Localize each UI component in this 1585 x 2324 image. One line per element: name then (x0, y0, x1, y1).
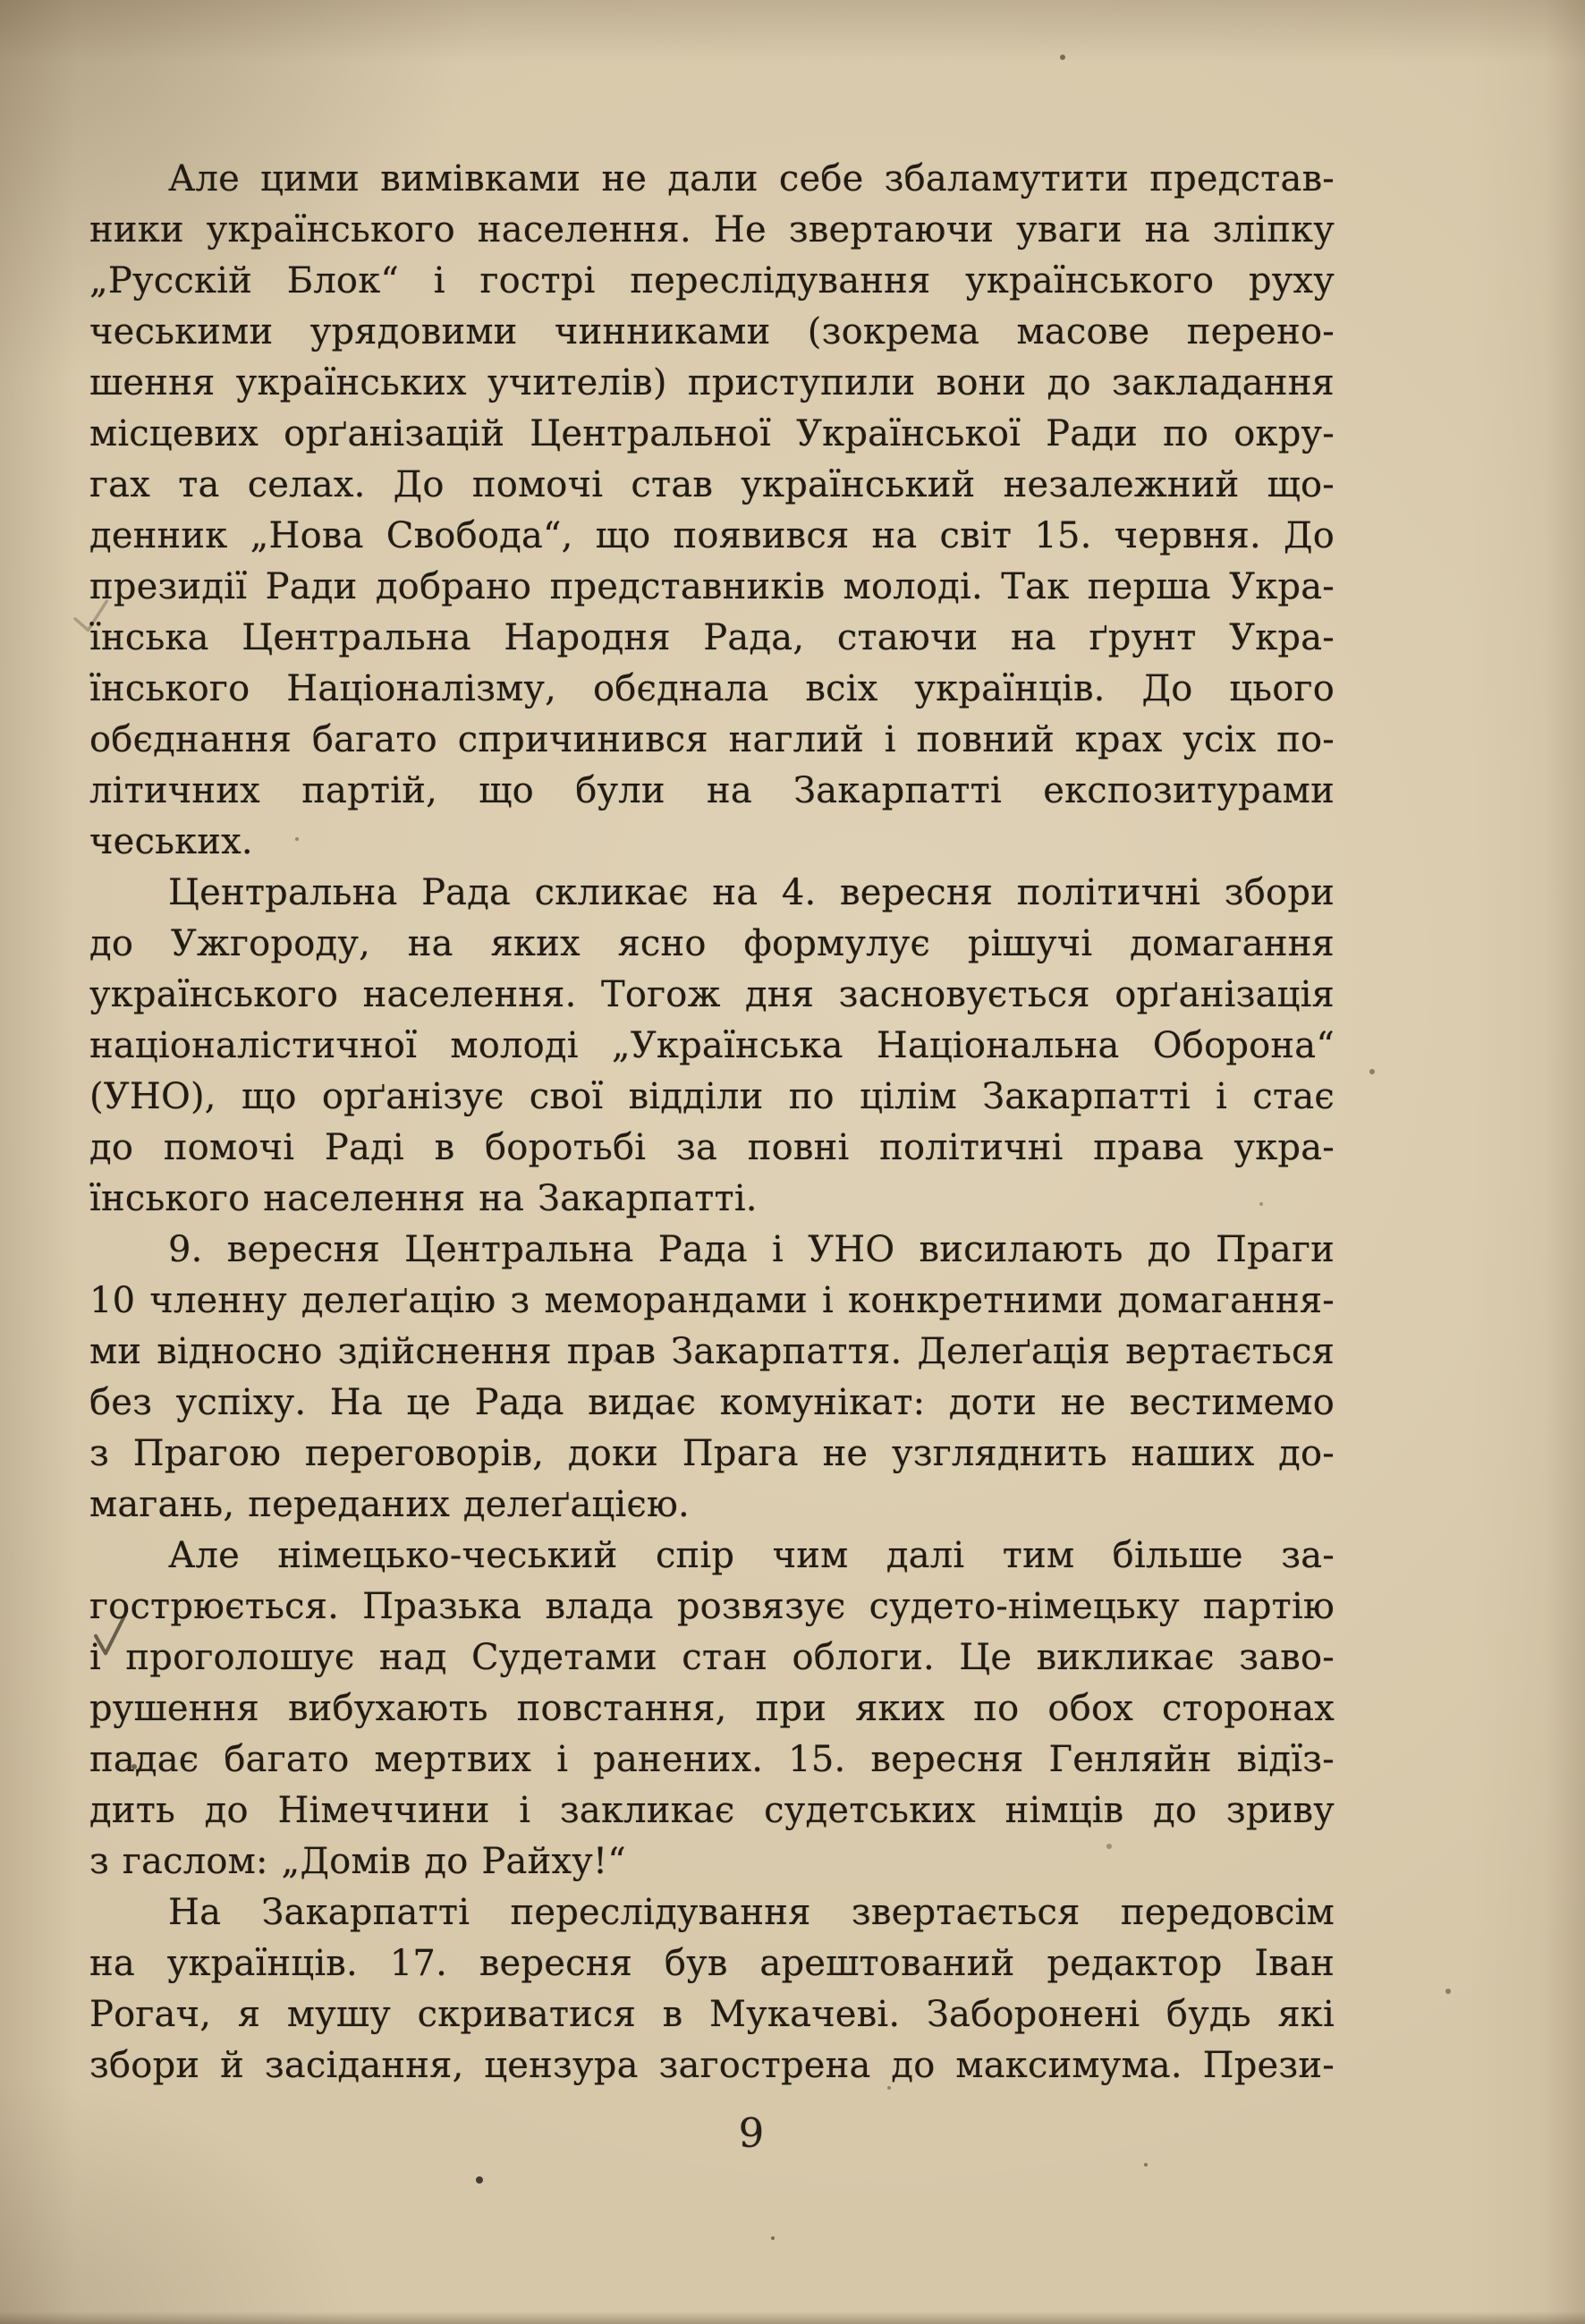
text-line: 9. вересня Центральна Рада і УНО висилають до Праги (168, 1229, 1335, 1270)
text-line: шення українських учителів) приступили вони до закладання (89, 362, 1335, 403)
text-line: літичних партій, що були на Закарпатті експозитурами (89, 770, 1335, 811)
text-line: „Русскій Блок“ і гострі переслідування українського руху (89, 260, 1335, 301)
text-line: гострюється. Празька влада розвязує судето-німецьку партію (89, 1586, 1335, 1627)
text-line: з Прагою переговорів, доки Прага не узгляднить наших до- (89, 1433, 1335, 1474)
text-line: денник „Нова Свобода“, що появився на світ 15. червня. До (89, 515, 1335, 556)
paper-specks (0, 0, 4, 4)
text-line: магань, переданих делеґацією. (89, 1484, 690, 1525)
text-line: до помочі Раді в боротьбі за повні політичні права укра- (89, 1127, 1335, 1168)
text-line: чеськими урядовими чинниками (зокрема масове перено- (89, 311, 1335, 352)
text-line: ми відносно здійснення прав Закарпаття. Делеґація вертається (89, 1331, 1335, 1372)
text-line: На Закарпатті переслідування звертається передовсім (168, 1892, 1335, 1933)
text-line: на українців. 17. вересня був арештований редактор Іван (89, 1943, 1335, 1984)
text-line: з гаслом: „Домів до Райху!“ (89, 1841, 626, 1882)
text-line: націоналістичної молоді „Українська Національна Оборона“ (89, 1025, 1335, 1066)
text-line: президії Ради добрано представників молоді. Так перша Укра- (89, 566, 1335, 607)
text-line: Рогач, я мушу скриватися в Мукачеві. Заборонені будь які (89, 1994, 1335, 2035)
text-line: їнська Центральна Народня Рада, стаючи на ґрунт Укра- (89, 617, 1335, 658)
text-line: їнського населення на Закарпатті. (89, 1178, 758, 1219)
text-line: збори й засідання, цензура загострена до максимума. Прези- (89, 2045, 1335, 2086)
text-line: їнського Націоналізму, обєднала всіх українців. До цього (89, 668, 1335, 709)
body-text (89, 154, 1335, 2091)
text-line: Але цими вимівками не дали себе збаламутити представ- (168, 158, 1335, 199)
text-line: українського населення. Тогож дня засновується орґанізація (89, 974, 1335, 1015)
text-line: рушення вибухають повстання, при яких по обох сторонах (89, 1688, 1335, 1729)
text-line: Але німецько-чеський спір чим далі тим більше за- (168, 1535, 1335, 1576)
text-line: місцевих орґанізацій Центральної Української Ради по окру- (89, 413, 1335, 454)
text-line: без успіху. На це Рада видає комунікат: доти не вестимемо (89, 1382, 1335, 1423)
page-number: 9 (738, 2109, 765, 2157)
text-line: до Ужгороду, на яких ясно формулує рішучі домагання (89, 923, 1335, 964)
text-line: дить до Німеччини і закликає судетських німців до зриву (89, 1790, 1335, 1831)
text-line: гах та селах. До помочі став український незалежний що- (89, 464, 1335, 505)
text-line: обєднання багато спричинився наглий і повний крах усіх по- (89, 719, 1335, 760)
text-line: 10 членну делеґацію з меморандами і конкретними домагання- (89, 1280, 1335, 1321)
text-line: і проголошує над Судетами стан облоги. Це викликає заво- (89, 1637, 1335, 1678)
text-line: (УНО), що орґанізує свої відділи по цілім Закарпатті і стає (89, 1076, 1335, 1117)
text-line: Центральна Рада скликає на 4. вересня політичні збори (168, 872, 1335, 913)
text-line: ники українського населення. Не звертаючи уваги на зліпку (89, 209, 1335, 250)
text-line: чеських. (89, 821, 253, 862)
text-line: падає багато мертвих і ранених. 15. вересня Генляйн відїз- (89, 1739, 1335, 1780)
